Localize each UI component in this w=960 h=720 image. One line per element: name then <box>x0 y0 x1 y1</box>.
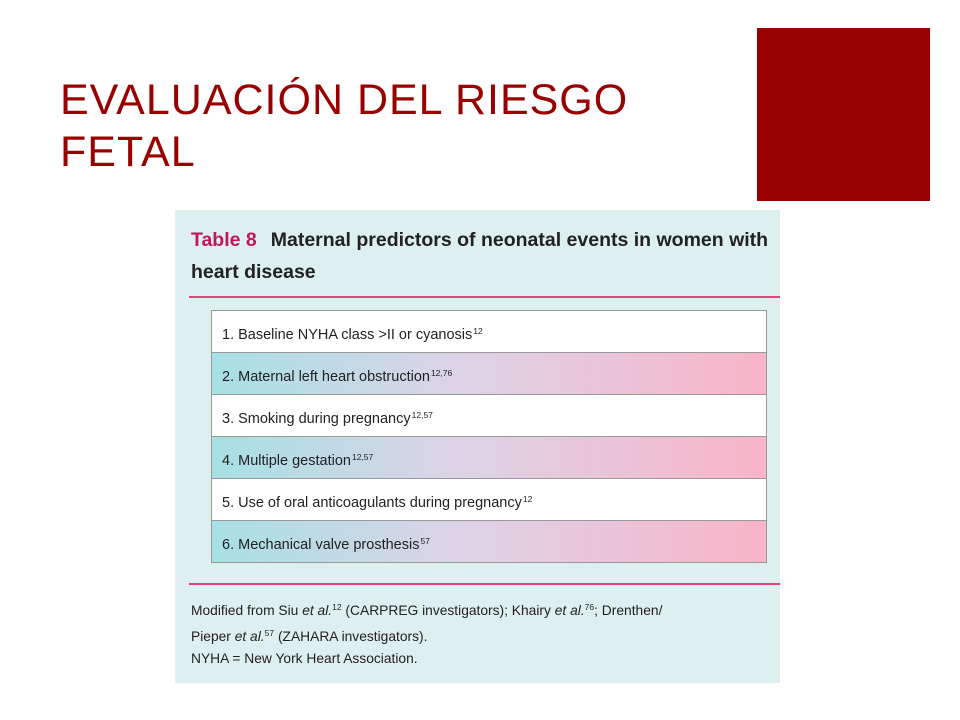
table-row: 6. Mechanical valve prosthesis$^{57}$ <box>212 520 766 562</box>
table-row: 4. Multiple gestation$^{12,57}$ <box>212 436 766 478</box>
table-row: 1. Baseline NYHA class >II or cyanosis$^{12}$ <box>222 326 483 343</box>
table-row: 3. Smoking during pregnancy$^{12,57}$ <box>212 394 766 436</box>
bottom-rule <box>189 583 780 585</box>
table-heading <box>191 224 771 288</box>
reference-marker: 12 <box>332 602 342 612</box>
table-number: Table 8 <box>191 229 257 251</box>
reference-marker: 12,57 <box>411 410 433 420</box>
table-row: 5. Use of oral anticoagulants during pregnancy$^{12}$ <box>212 478 766 520</box>
table-row: 2. Maternal left heart obstruction$^{12,76}$ <box>212 352 766 394</box>
accent-block <box>757 28 930 201</box>
table-figure <box>175 210 780 683</box>
reference-marker: 12 <box>473 326 483 336</box>
reference-marker: 12,57 <box>351 452 374 462</box>
slide-title: EVALUACIÓN DEL RIESGO FETAL <box>60 76 629 176</box>
abbreviation-note: NYHA = New York Heart Association. <box>191 651 418 666</box>
reference-marker: 12,76 <box>430 368 453 378</box>
reference-marker: 12 <box>522 494 533 504</box>
top-rule <box>189 296 780 298</box>
predictor-list <box>211 310 767 563</box>
reference-marker: 76 <box>584 602 595 612</box>
reference-marker: 57 <box>420 536 430 546</box>
table-caption: Maternal predictors of neonatal events in women with heart disease <box>191 229 769 283</box>
reference-marker: 57 <box>264 628 275 638</box>
table-footnote: Modified from Siu et al.$^{12}$ (CARPREG investigators); Khairy et al.$^{76}$; Drenthen/ Pieper et al.$^{57}$ (ZAHARA investigators). NYHA = New York Heart Association. <box>191 602 663 666</box>
